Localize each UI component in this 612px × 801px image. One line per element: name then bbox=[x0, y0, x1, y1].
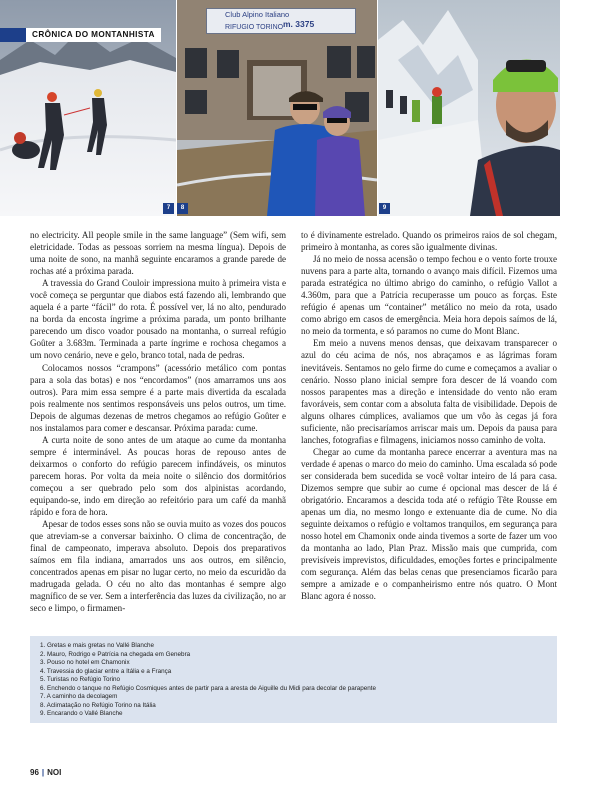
paragraph: A curta noite de sono antes de um ataque ao cume da montanha sempre é interminável. As poucas horas de repouso antes de deixarmos o conforto do refúgio parecem infindáveis, os minutos parecem horas. Por volta da meia noite o silêncio dos dormitórios começou a ser quebrado pelo som dos alpinistas acordando, equipando-se, indo em direção ao refeitório para um café da manhã rápido e fora de hora. bbox=[30, 434, 286, 518]
paragraph: Chegar ao cume da montanha parece encerrar a aventura mas na verdade é apenas o marco do meio do caminho. Uma escalada só pode ser considerada bem sucedida se você voltar inteiro de lá para casa. Dizemos sempre que subir ao cume é opcional mas descer de lá é obrigatório. Encaramos a descida toda até o refúgio Tête Rousse em apenas um dia, no mesmo longo e extenuante dia de cume. No dia seguinte deixamos o refúgio e voltamos tranquilos, em segurança para nosso hotel em Chamonix onde ainda tivemos a sorte de fazer um voo da montanha ao lado, Plan Praz. Missão mais que cumprida, com previsíveis imprevistos, dificuldades, emoções fortes e principalmente com segurança. Além das belas cenas que presenciamos ficarão para sempre a amizade e o companheirismo entre nós quatro. O Mont Blanc agora é nosso. bbox=[301, 446, 557, 602]
article-body bbox=[30, 229, 557, 619]
photo-selfie-vallee-blanche bbox=[378, 0, 560, 216]
photo-captions-box bbox=[30, 636, 557, 723]
paragraph: Apesar de todos esses sons não se ouvia muito as vozes dos poucos que atreviam-se a conversar baixinho. O clima de concentração, de final de campeonato, imperava absoluto. Depois dos preparativos saímos em fila indiana, amarrados uns aos outros, em silêncio, concentrados apenas em pisar no lugar certo, no meio da escuridão da madrugada gelada. O céu no alto das montanhas é sempre algo magnífico de se ver. Sem a interferência das luzes da civilização, no ar seco e limpo, o firmamen- bbox=[30, 519, 286, 614]
sign-line-1: Club Alpino Italiano bbox=[225, 10, 290, 19]
paragraph: to é divinamente estrelado. Quando os primeiros raios de sol chegam, primeiro à montanha, as cores são igualmente divinas. bbox=[301, 230, 557, 253]
caption-item: 1. Gretas e mais gretas no Vallé Blanche bbox=[40, 642, 154, 649]
caption-item: 4. Travessia do glaciar entre a Itália e a França bbox=[40, 667, 172, 675]
page-number: 96 bbox=[30, 768, 39, 777]
magazine-name: NOI bbox=[47, 768, 62, 777]
section-label: CRÔNICA DO MONTANHISTA bbox=[26, 28, 161, 42]
paragraph: Já no meio de nossa acensão o tempo fechou e o vento forte trouxe nuvens para a parte alta, tornando o avanço mais difícil. Fizemos uma parada estratégica no último abrigo do caminho, o refúgio Vallot a 4.360m, para que a Patrícia recuperasse um pouco as forças. Este refúgio é apenas um “container” metálico no meio da rota, usado como abrigo em casos de emergência. Meia hora depois saímos de lá, no meio da tormenta, e só paramos no cume do Mont Blanc. bbox=[301, 254, 557, 337]
paragraph: no electricity. All people smile in the same language” (Sem wifi, sem eletricidade. Todas as pessoas sorriem na mesma língua). Depois de uma noite de sono, na manhã seguinte encaramos a grande parede de rochas até a próxima parada. bbox=[30, 230, 286, 277]
paragraph: Colocamos nossos “crampons” (acessório metálico com pontas para a sola das botas) e nos “encordamos” (nos amarramos uns aos outros). Para mim essa sempre é a parte mais divertida da escalada pois realmente nos sentimos responsáveis uns pelos outros, um time. Depois de algumas dezenas de metros chegamos ao refúgio Goûter e nos instalamos para comer e descansar. Próxima parada: cume. bbox=[30, 362, 286, 433]
page-footer bbox=[30, 768, 61, 777]
caption-item: 5. Turistas no Refúgio Torino bbox=[40, 676, 121, 684]
paragraph: A travessia do Grand Couloir impressiona muito à primeira vista e você começa se perguntar que diabos está fazendo ali, lembrando que aquela é a parte “fácil” do rota. É possível ver, lá no alto, pendurado na borda da encosta íngrime a próxima parada, um ponto brilhante parecendo um disco voador pousado na montanha, o surreal refúgio Goûter a 3.683m. Terminada a parte íngrime e rochosa chegamos a um novo cenário, neve e gelo, branco total, nada de pedras. bbox=[30, 278, 286, 361]
paragraph: Em meio a nuvens menos densas, que deixavam transparecer o azul do céu acima de nós, nos abraçamos e as lágrimas foram inevitáveis. Sentamos no gelo firme do cume e começamos a avaliar o cenário. Nosso plano inicial sempre fora descer de lá voando com nossos parapentes mas a direção e intensidade do vento não eram favoráveis, sem contar com a absoluta falta de visibilidade. Depois de alguns olhares cúmplices, avaliamos que um vôo às cegas já fora suficiente, não precisaríamos arriscar mais um. Depois da pausa para lanches, fotografias e filmagens, iniciamos nosso caminho de volta. bbox=[301, 338, 557, 445]
footer-separator: | bbox=[41, 768, 45, 777]
caption-item: 8. Aclimatação no Refúgio Torino na Itália bbox=[40, 701, 156, 709]
sign-line-3: RIFUGIO TORINO bbox=[225, 24, 284, 31]
caption-item: 3. Pouso no hotel em Chamonix bbox=[40, 659, 130, 667]
caption-item: 7. A caminho da decolagem bbox=[40, 693, 118, 701]
photo-number-7: 7 bbox=[163, 203, 174, 214]
article-column-right bbox=[301, 229, 557, 619]
caption-item: 6. Enchendo o tanque no Refúgio Cosmiques antes de partir para a aresta de Aiguille du Midi para decolar de parapente bbox=[40, 684, 377, 692]
photo-number-9: 9 bbox=[379, 203, 390, 214]
section-tab bbox=[0, 28, 161, 42]
caption-item: 2. Mauro, Rodrigo e Patrícia na chegada em Genebra bbox=[40, 650, 191, 658]
section-tab-bar bbox=[0, 28, 26, 42]
article-column-left bbox=[30, 229, 286, 619]
photo-number-8: 8 bbox=[177, 203, 188, 214]
caption-item: 9. Encarando o Vallé Blanche bbox=[40, 710, 123, 718]
rifugio-sign bbox=[206, 8, 356, 34]
sign-line-2: m. 3375 bbox=[283, 19, 315, 29]
